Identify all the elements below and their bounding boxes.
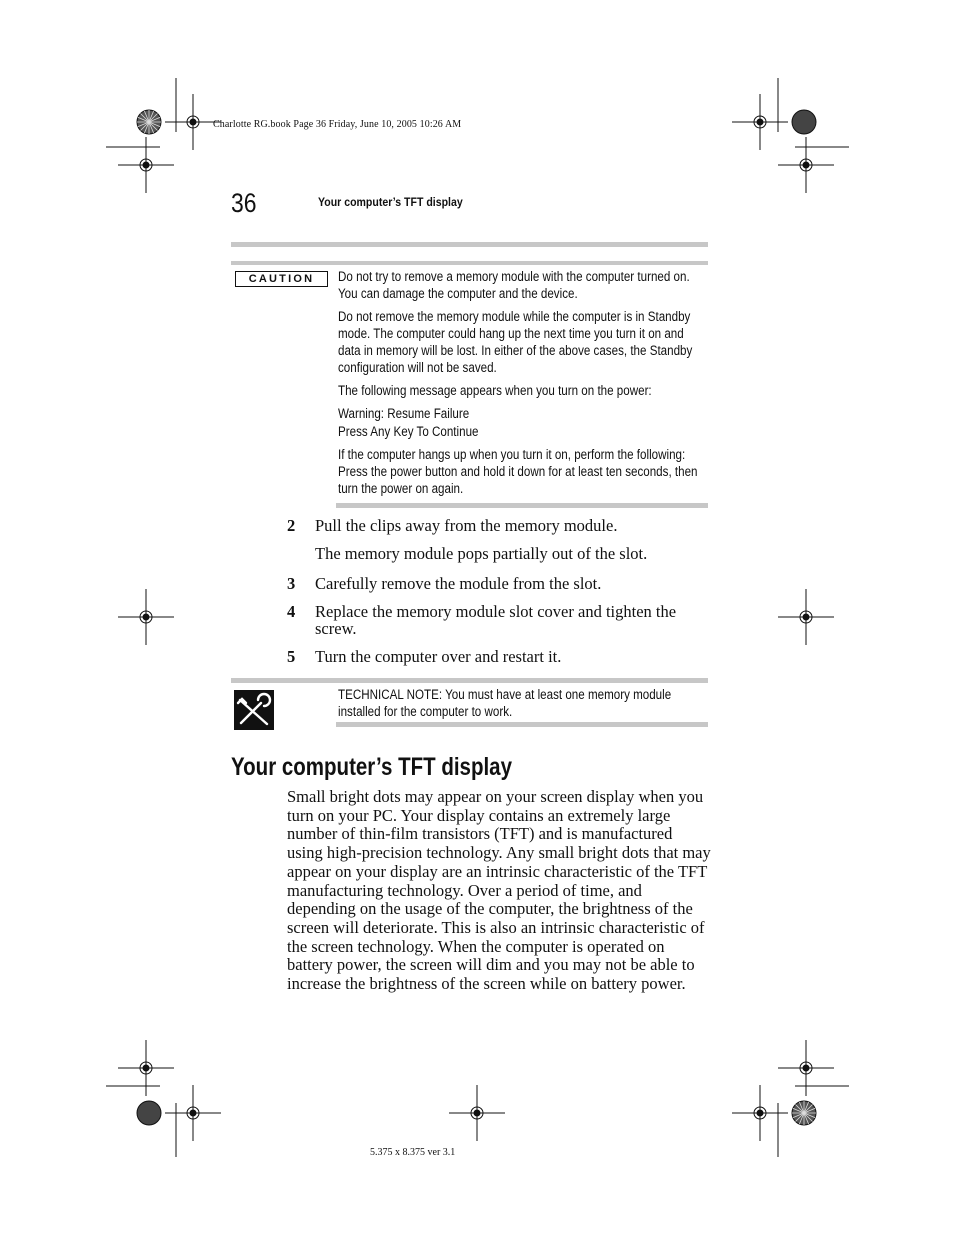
step-text: Turn the computer over and restart it. [315,647,562,666]
caution-paragraph: If the computer hangs up when you turn it on, perform the following: Press the power button and hold it down for at least ten seconds, then turn the power on again. [338,447,698,496]
message-line: Press Any Key To Continue [338,424,479,439]
caution-top-rule [231,261,708,265]
header-rule [231,242,708,247]
caution-paragraph: Do not remove the memory module while the computer is in Standby mode. The computer could hang up the next time you turn it on and data in memory will be lost. In either of the above cases, the Standby configuration will not be saved. [338,309,693,375]
caution-paragraph: The following message appears when you turn on the power: [338,383,652,398]
message-line: Warning: Resume Failure [338,406,470,421]
technote-top-rule [231,678,708,683]
caution-paragraph: Do not try to remove a memory module with the computer turned on. You can damage the computer and the device. [338,269,690,301]
step-text: Carefully remove the module from the slot. [315,574,602,593]
step-text: Replace the memory module slot cover and tighten the screw. [315,602,677,638]
print-footer: 5.375 x 8.375 ver 3.1 [370,1147,456,1158]
section-title: Your computer’s TFT display [231,753,512,781]
page-number: 36 [231,188,257,218]
running-head: Your computer’s TFT display [318,195,463,209]
caution-bottom-rule [336,503,708,508]
technical-note-text: TECHNICAL NOTE: You must have at least one memory module installed for the computer to work. [338,687,672,719]
step-number: 5 [287,647,296,666]
print-slug: Charlotte RG.book Page 36 Friday, June 10, 2005 10:26 AM [213,119,462,130]
step-number: 2 [287,516,296,535]
caution-text [338,268,708,497]
caution-badge: CAUTION [235,271,328,287]
step-result: The memory module pops partially out of the slot. [315,544,648,563]
wrench-icon [234,690,274,730]
section-body: Small bright dots may appear on your screen display when you turn on your PC. Your display contains an extremely large number of thin-film transistors (TFT) and is manufactured using high-precision technology. Any small bright dots that may appear on your display are an intrinsic characteristic of the TFT manufacturing technology. Over a period of time, and depending on the usage of the computer, the brightness of the screen will deteriorate. This is also an intrinsic characteristic of the screen technology. When the computer is operated on battery power, the screen will dim and you may not be able to increase the brightness of the screen while on battery power. [287,787,711,994]
step-number: 4 [287,602,296,621]
step-number: 3 [287,574,296,593]
step-text: Pull the clips away from the memory module. [315,516,618,535]
technote-bottom-rule [336,722,708,727]
